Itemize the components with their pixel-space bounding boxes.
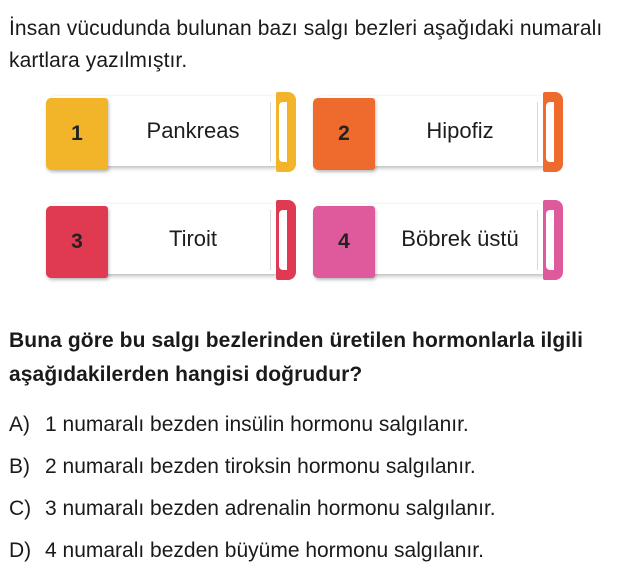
card-number-tab [46, 98, 108, 170]
option-letter: D) [9, 539, 32, 562]
card-label: Tiroit [168, 226, 218, 251]
option-text: 1 numaralı bezden insülin hormonu salgılanır. [45, 413, 469, 436]
card-number: 2 [338, 122, 350, 145]
card-number: 4 [338, 230, 350, 253]
card-number-tab [46, 206, 108, 278]
gland-card-4 [313, 204, 563, 282]
card-label: Hipofiz [426, 118, 494, 143]
option-b[interactable] [9, 446, 621, 488]
option-letter: B) [9, 455, 30, 478]
gland-card-3 [46, 204, 296, 282]
card-label: Pankreas [146, 118, 240, 143]
card-number-tab [313, 98, 375, 170]
gland-card-1 [46, 96, 296, 174]
option-c[interactable] [9, 488, 621, 530]
card-divider [537, 102, 538, 162]
card-clip [543, 92, 563, 172]
card-divider [270, 210, 271, 270]
question-text: Buna göre bu salgı bezlerinden üretilen hormonlarla ilgili aşağıdakilerden hangisi doğrudur? [9, 329, 584, 386]
card-number: 3 [71, 230, 83, 253]
option-a[interactable] [9, 404, 621, 446]
intro-text: İnsan vücudunda bulunan bazı salgı bezleri aşağıdaki numaralı kartlara yazılmıştır. [9, 17, 603, 72]
option-letter: A) [9, 413, 30, 436]
card-clip [276, 92, 296, 172]
option-text: 2 numaralı bezden tiroksin hormonu salgılanır. [45, 455, 476, 478]
answer-options [9, 404, 621, 572]
card-number-tab [313, 206, 375, 278]
option-d[interactable] [9, 530, 621, 572]
card-label: Böbrek üstü [401, 226, 519, 251]
card-number: 1 [71, 122, 83, 145]
option-text: 3 numaralı bezden adrenalin hormonu salgılanır. [45, 497, 496, 520]
card-clip [276, 200, 296, 280]
option-text: 4 numaralı bezden büyüme hormonu salgılanır. [45, 539, 484, 562]
card-clip [543, 200, 563, 280]
card-divider [270, 102, 271, 162]
option-letter: C) [9, 497, 32, 520]
card-divider [537, 210, 538, 270]
gland-card-2 [313, 96, 563, 174]
